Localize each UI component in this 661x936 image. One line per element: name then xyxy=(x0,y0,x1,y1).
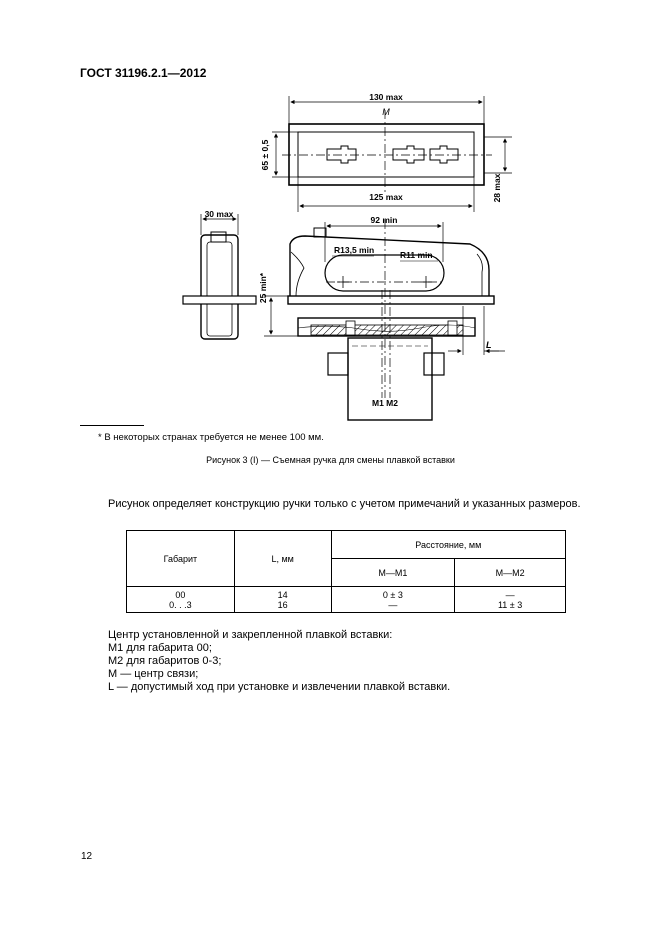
note-l: L — допустимый ход при установке и извлечении плавкой вставки. xyxy=(108,681,451,693)
cell-l: 14 16 xyxy=(234,587,331,613)
technical-drawing xyxy=(0,0,661,430)
m1-m2-label: M1 M2 xyxy=(372,398,398,408)
note-m: M — центр связи; xyxy=(108,668,199,680)
header-m-m2: M—M2 xyxy=(455,559,566,587)
dim-l-label: L xyxy=(486,340,492,350)
dimensions-table xyxy=(126,530,566,613)
table-row xyxy=(127,587,566,613)
footnote: * В некоторых странах требуется не менее 100 мм. xyxy=(98,432,324,443)
footnote-rule xyxy=(80,425,144,426)
page-number: 12 xyxy=(81,851,93,862)
dim-125-label: 125 max xyxy=(369,192,403,202)
notes xyxy=(108,629,450,694)
table-header-row xyxy=(127,531,566,559)
header-l: L, мм xyxy=(234,531,331,587)
dim-r11-label: R11 min xyxy=(400,250,433,260)
cell-gabarit: 00 0. . .3 xyxy=(127,587,235,613)
dim-130-label: 130 max xyxy=(369,92,403,102)
cell-m-m1: 0 ± 3 — xyxy=(331,587,455,613)
dim-92-label: 92 min xyxy=(370,215,398,225)
center-m-label: M xyxy=(382,107,390,117)
document-header: ГОСТ 31196.2.1—2012 xyxy=(80,66,207,80)
dim-65 xyxy=(272,132,298,177)
note-m1: M1 для габарита 00; xyxy=(108,642,212,654)
dim-28-label: 28 max xyxy=(492,173,502,203)
side-view xyxy=(183,232,256,339)
header-m-m1: M—M1 xyxy=(331,559,455,587)
top-view xyxy=(282,110,492,195)
cell-m-m2: — 11 ± 3 xyxy=(455,587,566,613)
dim-65-label: 65 ± 0,5 xyxy=(260,139,270,171)
figure-caption: Рисунок 3 (I) — Съемная ручка для смены плавкой вставки xyxy=(206,455,455,465)
body-paragraph: Рисунок определяет конструкцию ручки только с учетом примечаний и указанных размеров. xyxy=(108,498,581,510)
header-distance: Расстояние, мм xyxy=(331,531,565,559)
dim-25-label: 25 min* xyxy=(258,272,268,304)
note-title: Центр установленной и закрепленной плавкой вставки: xyxy=(108,629,393,641)
dim-r135-label: R13,5 min xyxy=(334,245,375,255)
note-m2: M2 для габаритов 0-3; xyxy=(108,655,222,667)
header-gabarit: Габарит xyxy=(127,531,235,587)
dim-30-label: 30 max xyxy=(204,209,234,219)
